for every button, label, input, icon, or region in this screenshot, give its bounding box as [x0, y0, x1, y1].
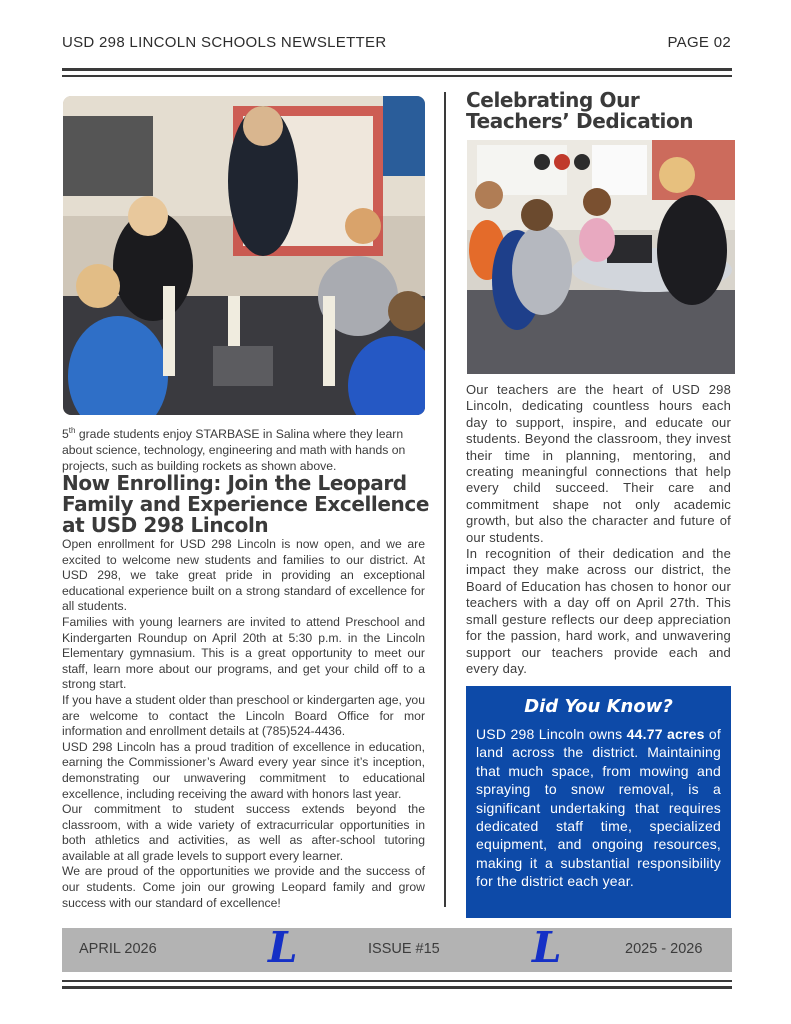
caption-text: grade students enjoy STARBASE in Salina where they learn about science, technology, engineering and math with hands on projects, such as building rockets as shown above. — [62, 427, 406, 474]
footer-date: APRIL 2026 — [79, 941, 157, 957]
caption-grade-number: 5 — [62, 427, 69, 442]
caption-superscript: th — [68, 426, 76, 435]
teachers-article-title — [466, 90, 736, 132]
enrollment-paragraph: Families with young learners are invited to attend Preschool and Kindergarten Roundup on April 20th at 5:30 p.m. in the Lincoln Elementary gymnasium. This is a great opportunity to meet our staff, learn more about our programs, and get your child off to a strong start. — [62, 614, 425, 692]
dyk-text-pre: USD 298 Lincoln owns — [476, 726, 627, 742]
enrollment-paragraph: If you have a student older than preschool or kindergarten age, you are welcome to contact the Lincoln Board Office for mor information and enrollment details at (785)524-4436. — [62, 692, 425, 739]
teachers-title-line2: Teachers’ Dedication — [466, 109, 694, 133]
enrollment-paragraph: Open enrollment for USD 298 Lincoln is now open, and we are excited to welcome new students and families to our district. At USD 298, we take great pride in providing an exceptional educational experience built on a strong standard of excellence for all students. — [62, 537, 425, 614]
footer-issue: ISSUE #15 — [368, 941, 440, 957]
footer-rule-thick — [62, 986, 732, 989]
header-rule-thick — [62, 68, 732, 71]
did-you-know-box — [466, 686, 731, 918]
starbase-photo — [63, 96, 425, 415]
enrollment-article-title: Now Enrolling: Join the Leopard Family and Experience Excellence at USD 298 Lincoln — [62, 471, 430, 537]
starbase-photo-illustration — [63, 96, 425, 415]
enrollment-paragraph: USD 298 Lincoln has a proud tradition of excellence in education, earning the Commissioner’s Award every year since it’s inception, demonstrating our unwavering commitment to educational excellence, including receiving the award with honors last year. — [62, 739, 425, 801]
footer-school-year: 2025 - 2026 — [625, 941, 703, 957]
footer-rule-thin — [62, 980, 732, 982]
leopard-logo-right: L — [532, 923, 562, 972]
did-you-know-text — [466, 717, 731, 891]
column-divider — [444, 92, 446, 907]
enrollment-paragraph: We are proud of the opportunities we provide and the success of our students. Come join our growing Leopard family and grow success with our standard of excellence! — [62, 864, 425, 910]
dyk-acreage: 44.77 acres — [626, 726, 705, 742]
dyk-text-post: of land across the district. Maintaining that much space, from mowing and spraying to snow removal, is a significant undertaking that requires dedicated staff time, specialized equipment, and ongoing resources, making it a substantial responsibility for the district each year. — [476, 726, 721, 890]
photo-caption — [62, 423, 426, 474]
teachers-paragraph: Our teachers are the heart of USD 298 Lincoln, dedicating countless hours each day to support, inspire, and educate our students. Beyond the classroom, they invest their time in planning, mentoring, and creating meaningful connections that help every child succeed. Their care and commitment shape not only academic growth, but also the character and future of our students. — [466, 382, 731, 545]
did-you-know-title: Did You Know? — [524, 696, 673, 717]
leopard-logo-left: L — [268, 923, 298, 972]
teachers-article-body — [466, 382, 731, 677]
teachers-title-line1: Celebrating Our — [466, 88, 640, 112]
enrollment-paragraph: Our commitment to student success extends beyond the classroom, with a wide variety of extracurricular opportunities in both athletics and activities, as well as after-school tutoring available at all grade levels to support every learner. — [62, 802, 425, 863]
header-rule-thin — [62, 75, 732, 77]
teachers-photo — [467, 140, 735, 374]
enrollment-article-body — [62, 537, 425, 911]
teachers-paragraph: In recognition of their dedication and the impact they make across our district, the Board of Education has chosen to honor our teachers with a day off on April 27th. This small gesture reflects our deep appreciation for the passion, hard work, and unwavering support our teachers provide each and every day. — [466, 546, 731, 676]
newsletter-title: USD 298 LINCOLN SCHOOLS NEWSLETTER — [62, 34, 387, 51]
page-number: PAGE 02 — [667, 34, 731, 51]
teachers-photo-illustration — [467, 140, 735, 374]
